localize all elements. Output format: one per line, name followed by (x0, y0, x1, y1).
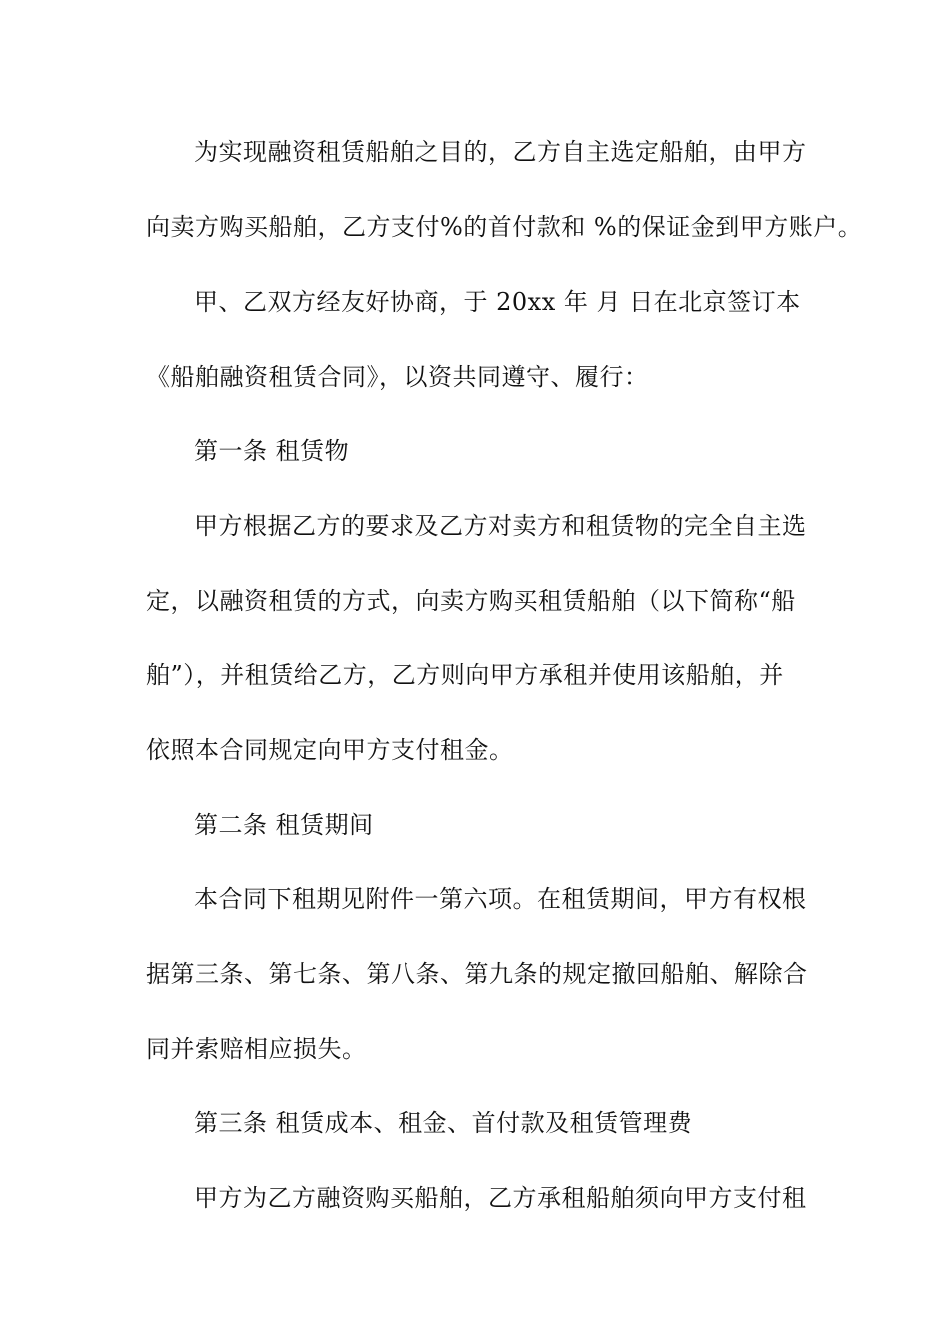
text-line: 甲方为乙方融资购买船舶，乙方承租船舶须向甲方支付租 (194, 1184, 807, 1212)
text-line: 定，以融资租赁的方式，向卖方购买租赁船舶（以下简称“船 (146, 587, 796, 615)
text-line: 向卖方购买船舶，乙方支付%的首付款和 %的保证金到甲方账户。 (146, 213, 863, 241)
text-line: 甲、乙双方经友好协商，于 20xx 年 月 日在北京签订本 (194, 288, 801, 316)
text-line: 为实现融资租赁船舶之目的，乙方自主选定船舶，由甲方 (194, 138, 807, 166)
article-heading: 第一条 租赁物 (194, 437, 350, 465)
text-line: 据第三条、第七条、第八条、第九条的规定撤回船舶、解除合 (146, 960, 808, 988)
text-line: 舶”），并租赁给乙方，乙方则向甲方承租并使用该船舶，并 (146, 661, 784, 689)
text-line: 同并索赔相应损失。 (146, 1035, 367, 1063)
text-line: 《船舶融资租赁合同》，以资共同遵守、履行： (146, 363, 649, 391)
article-heading: 第二条 租赁期间 (194, 811, 374, 839)
text-line: 甲方根据乙方的要求及乙方对卖方和租赁物的完全自主选 (194, 512, 807, 540)
text-line: 本合同下租期见附件一第六项。在租赁期间，甲方有权根 (194, 885, 807, 913)
article-heading: 第三条 租赁成本、租金、首付款及租赁管理费 (194, 1109, 693, 1137)
text-line: 依照本合同规定向甲方支付租金。 (146, 736, 514, 764)
